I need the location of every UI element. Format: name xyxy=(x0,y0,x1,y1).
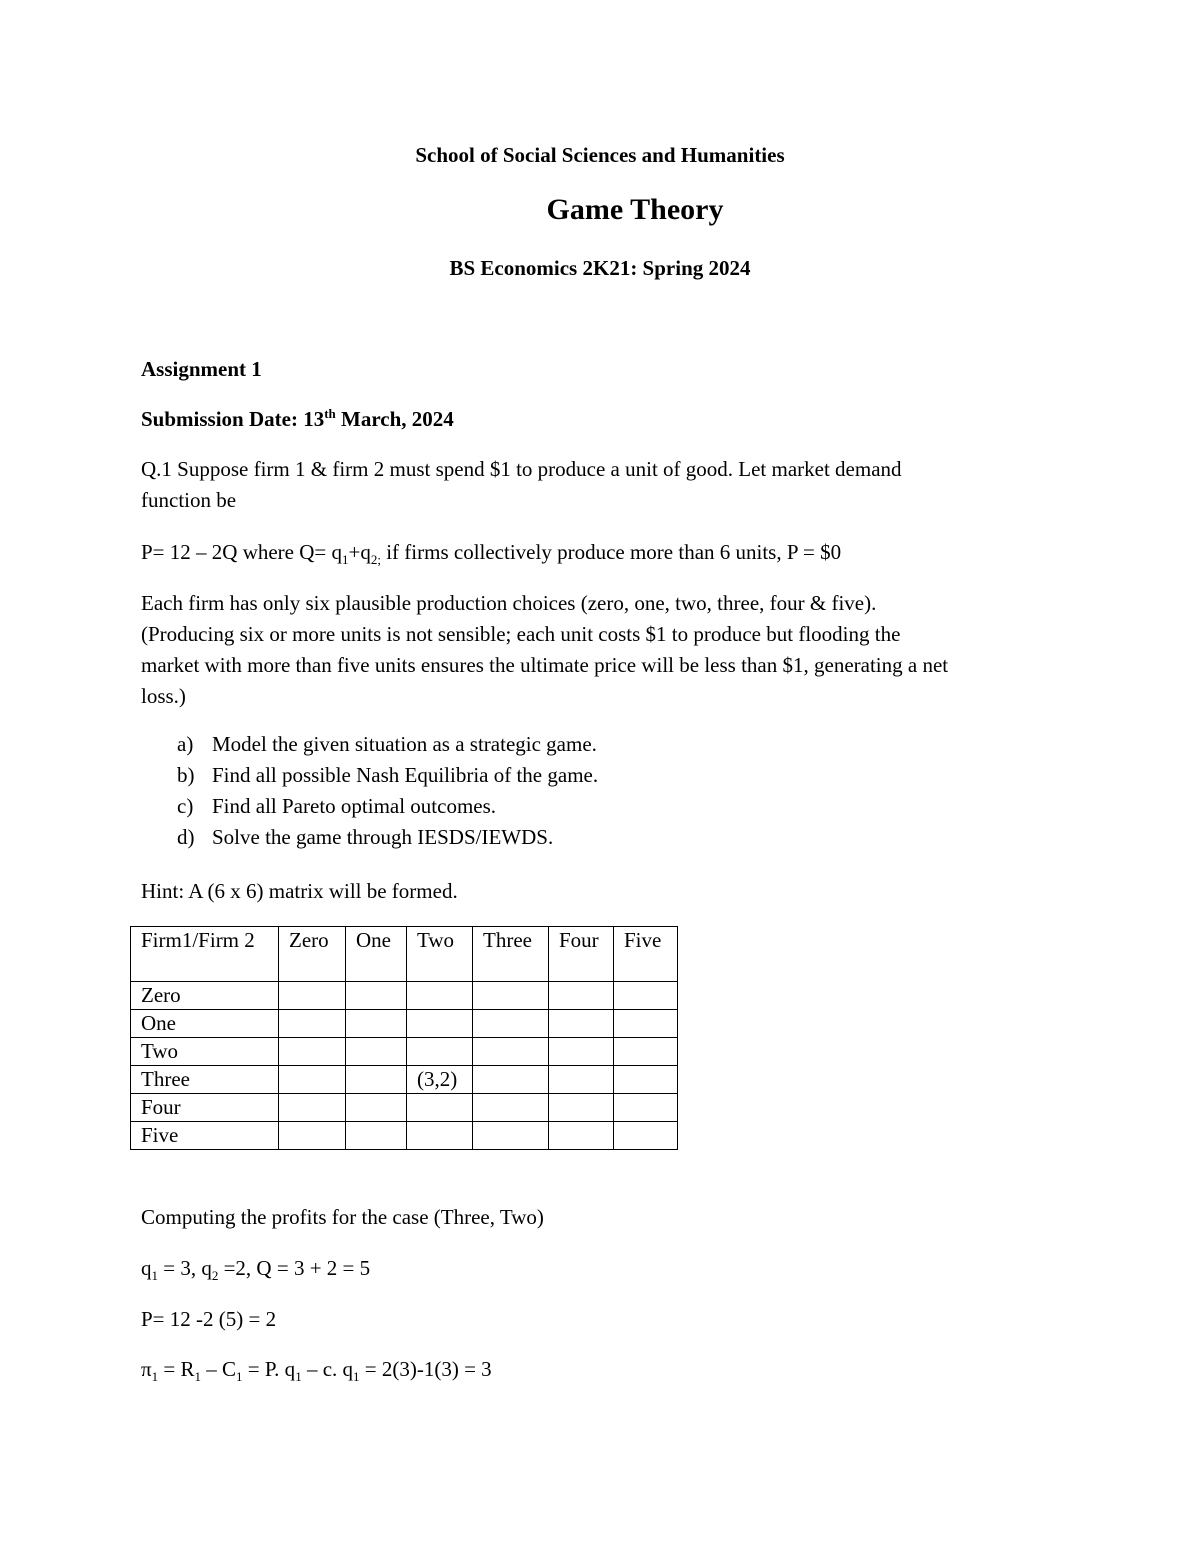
list-item xyxy=(177,763,598,788)
table-cell xyxy=(549,1038,614,1066)
table-cell xyxy=(549,1066,614,1094)
submission-date xyxy=(141,407,454,432)
table-row xyxy=(131,1010,678,1038)
list-item-text: Find all Pareto optimal outcomes. xyxy=(212,794,497,818)
column-header: Four xyxy=(549,927,614,982)
list-item-text: Model the given situation as a strategic game. xyxy=(212,732,597,756)
demand-sub: 2; xyxy=(370,552,381,568)
program-line: BS Economics 2K21: Spring 2024 xyxy=(449,256,751,280)
table-cell xyxy=(407,1038,473,1066)
column-header: Zero xyxy=(279,927,346,982)
table-cell xyxy=(407,1094,473,1122)
table-cell xyxy=(614,1010,678,1038)
table-cell xyxy=(279,1122,346,1150)
demand-part: if firms collectively produce more than 6 units, P = $0 xyxy=(380,540,842,564)
table-cell xyxy=(279,1094,346,1122)
demand-part: +q xyxy=(348,540,371,564)
question-line-1: Q.1 Suppose firm 1 & firm 2 must spend $1 to produce a unit of good. Let market demand xyxy=(141,457,902,481)
table-cell xyxy=(549,1094,614,1122)
table-cell xyxy=(407,982,473,1010)
question-line-2: function be xyxy=(141,488,237,512)
eq-sub: 1 xyxy=(295,1369,302,1385)
table-header-row xyxy=(131,927,678,982)
hint-text: Hint: A (6 x 6) matrix will be formed. xyxy=(141,879,458,903)
table-cell xyxy=(549,982,614,1010)
table-cell xyxy=(279,1010,346,1038)
row-header: Two xyxy=(131,1038,279,1066)
table-cell xyxy=(407,1010,473,1038)
submission-date-sup: th xyxy=(324,406,336,421)
row-header: Five xyxy=(131,1122,279,1150)
eq-part: q xyxy=(141,1256,152,1280)
paragraph-line: (Producing six or more units is not sensible; each unit costs $1 to produce but flooding the xyxy=(141,622,901,646)
table-cell xyxy=(346,1038,407,1066)
demand-part: P= 12 – 2Q where Q= q xyxy=(141,540,342,564)
paragraph-line: Each firm has only six plausible production choices (zero, one, two, three, four & five). xyxy=(141,591,877,615)
quantity-line xyxy=(141,1253,370,1284)
paragraph-line: market with more than five units ensures the ultimate price will be less than $1, generating a net xyxy=(141,653,949,677)
column-header: Two xyxy=(407,927,473,982)
eq-sub: 1 xyxy=(151,1268,158,1284)
eq-part: – C xyxy=(200,1357,236,1381)
row-header: Zero xyxy=(131,982,279,1010)
list-item-label: c) xyxy=(177,794,194,818)
table-cell xyxy=(473,1122,549,1150)
column-header: Three xyxy=(473,927,549,982)
eq-sub: 1 xyxy=(151,1369,159,1385)
row-header: One xyxy=(131,1010,279,1038)
list-item xyxy=(177,732,597,757)
table-cell xyxy=(614,1038,678,1066)
eq-sub: 1 xyxy=(353,1369,360,1385)
table-cell xyxy=(614,1094,678,1122)
eq-part: = R xyxy=(158,1357,195,1381)
eq-sub: 2 xyxy=(211,1268,219,1284)
eq-part: = P. q xyxy=(242,1357,296,1381)
profit-line xyxy=(141,1354,492,1385)
assignment-title: Assignment 1 xyxy=(141,357,262,381)
table-cell xyxy=(346,982,407,1010)
demand-function xyxy=(141,537,841,568)
table-cell xyxy=(346,1066,407,1094)
computation-intro: Computing the profits for the case (Three, Two) xyxy=(141,1205,544,1229)
table-cell xyxy=(614,982,678,1010)
eq-part: =2, Q = 3 + 2 = 5 xyxy=(218,1256,371,1280)
table-cell xyxy=(346,1094,407,1122)
row-header: Four xyxy=(131,1094,279,1122)
column-header: One xyxy=(346,927,407,982)
matrix-corner-cell: Firm1/Firm 2 xyxy=(131,927,279,982)
eq-sub: 1 xyxy=(235,1369,243,1385)
list-item xyxy=(177,825,553,850)
list-item-label: b) xyxy=(177,763,195,787)
submission-date-prefix: Submission Date: 13 xyxy=(141,407,325,431)
eq-part: – c. q xyxy=(301,1357,354,1381)
list-item-label: d) xyxy=(177,825,195,849)
table-cell xyxy=(279,1038,346,1066)
demand-sub: 1 xyxy=(342,552,349,568)
table-cell xyxy=(549,1010,614,1038)
table-row xyxy=(131,1066,678,1094)
eq-sub: 1 xyxy=(194,1369,201,1385)
list-item-text: Find all possible Nash Equilibria of the game. xyxy=(212,763,599,787)
list-item xyxy=(177,794,496,819)
table-cell xyxy=(473,1094,549,1122)
table-cell: (3,2) xyxy=(407,1066,473,1094)
table-cell xyxy=(346,1010,407,1038)
list-item-label: a) xyxy=(177,732,194,756)
table-cell xyxy=(473,982,549,1010)
eq-part: = 2(3)-1(3) = 3 xyxy=(359,1357,492,1381)
school-name: School of Social Sciences and Humanities xyxy=(415,143,785,167)
row-header: Three xyxy=(131,1066,279,1094)
table-cell xyxy=(549,1122,614,1150)
price-line: P= 12 -2 (5) = 2 xyxy=(141,1307,277,1331)
table-cell xyxy=(614,1122,678,1150)
table-cell xyxy=(473,1010,549,1038)
table-row xyxy=(131,982,678,1010)
table-cell xyxy=(279,982,346,1010)
column-header: Five xyxy=(614,927,678,982)
table-cell xyxy=(473,1066,549,1094)
table-cell xyxy=(614,1066,678,1094)
eq-part: = 3, q xyxy=(158,1256,212,1280)
table-cell xyxy=(279,1066,346,1094)
table-row xyxy=(131,1038,678,1066)
payoff-matrix xyxy=(130,926,678,1150)
paragraph-line: loss.) xyxy=(141,684,186,708)
submission-date-suffix: March, 2024 xyxy=(335,407,454,431)
table-cell xyxy=(346,1122,407,1150)
list-item-text: Solve the game through IESDS/IEWDS. xyxy=(212,825,554,849)
table-row xyxy=(131,1122,678,1150)
table-row xyxy=(131,1094,678,1122)
table-cell xyxy=(407,1122,473,1150)
course-title: Game Theory xyxy=(546,193,724,226)
table-cell xyxy=(473,1038,549,1066)
eq-part: π xyxy=(141,1357,152,1381)
